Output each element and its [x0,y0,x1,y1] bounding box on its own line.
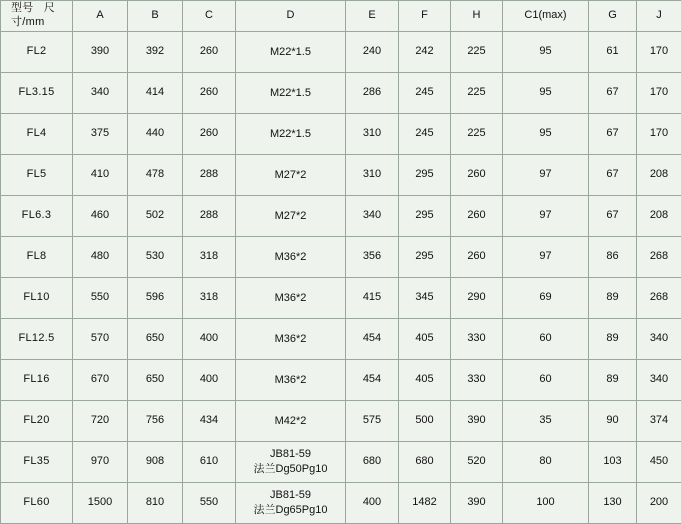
cell-c1: 95 [503,73,589,114]
table-row [1,196,681,237]
cell-d-line1: JB81-59 [270,448,311,461]
cell-f: 1482 [399,483,451,524]
cell-b: 650 [128,360,183,401]
table-row [1,114,681,155]
cell-f: 500 [399,401,451,442]
cell-g: 130 [589,483,637,524]
cell-f: 295 [399,196,451,237]
cell-g: 89 [589,360,637,401]
table-header [1,1,681,32]
cell-h: 260 [451,196,503,237]
cell-h: 390 [451,401,503,442]
cell-c: 434 [183,401,236,442]
cell-a: 375 [73,114,128,155]
header-model-label: 型号 [11,2,34,15]
cell-b: 908 [128,442,183,483]
cell-d-line1: M27*2 [274,209,307,222]
cell-e: 240 [346,32,399,73]
cell-c: 400 [183,360,236,401]
cell-c1: 95 [503,114,589,155]
cell-a: 1500 [73,483,128,524]
cell-j: 268 [637,237,681,278]
cell-d [236,73,346,114]
cell-b: 530 [128,237,183,278]
cell-f: 680 [399,442,451,483]
cell-d [236,155,346,196]
cell-f: 345 [399,278,451,319]
cell-model: FL4 [1,114,73,155]
cell-g: 61 [589,32,637,73]
cell-f: 295 [399,237,451,278]
cell-model: FL60 [1,483,73,524]
cell-e: 454 [346,319,399,360]
header-g: G [589,1,637,32]
cell-d-line1: M36*2 [274,332,307,345]
cell-d-line1: JB81-59 [270,489,311,502]
cell-model: FL20 [1,401,73,442]
cell-c: 260 [183,73,236,114]
table-row [1,319,681,360]
cell-a: 340 [73,73,128,114]
cell-c: 610 [183,442,236,483]
cell-d [236,360,346,401]
cell-c1: 35 [503,401,589,442]
cell-h: 330 [451,319,503,360]
cell-e: 310 [346,114,399,155]
cell-c: 318 [183,278,236,319]
cell-j: 268 [637,278,681,319]
cell-h: 290 [451,278,503,319]
cell-b: 414 [128,73,183,114]
cell-e: 454 [346,360,399,401]
header-a: A [73,1,128,32]
cell-b: 650 [128,319,183,360]
cell-j: 374 [637,401,681,442]
cell-e: 356 [346,237,399,278]
cell-c: 400 [183,319,236,360]
cell-b: 596 [128,278,183,319]
cell-h: 225 [451,73,503,114]
cell-a: 670 [73,360,128,401]
cell-d-line2: 法兰Dg50Pg10 [253,463,328,475]
table-row [1,483,681,524]
cell-f: 295 [399,155,451,196]
cell-d-line1: M36*2 [274,250,307,263]
cell-e: 680 [346,442,399,483]
cell-c1: 69 [503,278,589,319]
cell-d-line1: M27*2 [274,168,307,181]
table-row [1,237,681,278]
cell-d [236,319,346,360]
cell-c: 260 [183,114,236,155]
cell-a: 570 [73,319,128,360]
cell-model: FL10 [1,278,73,319]
cell-c1: 80 [503,442,589,483]
cell-d-line2: 法兰Dg65Pg10 [253,504,328,516]
cell-e: 340 [346,196,399,237]
cell-g: 67 [589,114,637,155]
cell-j: 450 [637,442,681,483]
cell-f: 245 [399,114,451,155]
cell-c1: 97 [503,237,589,278]
cell-a: 480 [73,237,128,278]
cell-c1: 60 [503,319,589,360]
cell-model: FL16 [1,360,73,401]
cell-model: FL35 [1,442,73,483]
cell-b: 478 [128,155,183,196]
cell-c1: 100 [503,483,589,524]
header-d: D [236,1,346,32]
cell-f: 242 [399,32,451,73]
cell-d [236,237,346,278]
cell-g: 67 [589,73,637,114]
table-row [1,442,681,483]
cell-d-line1: M22*1.5 [270,45,311,58]
cell-c1: 97 [503,196,589,237]
cell-f: 405 [399,319,451,360]
cell-a: 970 [73,442,128,483]
cell-j: 340 [637,319,681,360]
cell-g: 67 [589,196,637,237]
cell-j: 208 [637,196,681,237]
cell-d [236,196,346,237]
cell-c1: 97 [503,155,589,196]
cell-d [236,278,346,319]
cell-j: 208 [637,155,681,196]
cell-c: 550 [183,483,236,524]
table-row [1,360,681,401]
cell-e: 575 [346,401,399,442]
header-c1-max: C1(max) [503,1,589,32]
cell-h: 330 [451,360,503,401]
cell-b: 756 [128,401,183,442]
cell-a: 410 [73,155,128,196]
cell-e: 286 [346,73,399,114]
cell-j: 170 [637,114,681,155]
cell-d-line1: M36*2 [274,373,307,386]
cell-c: 288 [183,155,236,196]
cell-c: 288 [183,196,236,237]
cell-c1: 60 [503,360,589,401]
header-row [1,1,681,32]
cell-f: 405 [399,360,451,401]
header-h: H [451,1,503,32]
header-j: J [637,1,681,32]
cell-b: 810 [128,483,183,524]
cell-j: 200 [637,483,681,524]
table-row [1,32,681,73]
cell-d-line1: M42*2 [274,414,307,427]
cell-a: 550 [73,278,128,319]
cell-e: 310 [346,155,399,196]
cell-e: 400 [346,483,399,524]
cell-model: FL8 [1,237,73,278]
cell-d-line1: M22*1.5 [270,127,311,140]
cell-a: 390 [73,32,128,73]
header-size-label: 尺寸/mm [11,2,55,28]
cell-b: 440 [128,114,183,155]
cell-g: 90 [589,401,637,442]
table-row [1,278,681,319]
table-row [1,155,681,196]
cell-g: 89 [589,278,637,319]
cell-d [236,32,346,73]
cell-c: 260 [183,32,236,73]
cell-j: 170 [637,32,681,73]
cell-d-line1: M22*1.5 [270,86,311,99]
cell-g: 103 [589,442,637,483]
cell-j: 170 [637,73,681,114]
header-f: F [399,1,451,32]
cell-e: 415 [346,278,399,319]
cell-g: 89 [589,319,637,360]
table-body [1,32,681,524]
table-row [1,73,681,114]
cell-g: 86 [589,237,637,278]
cell-model: FL5 [1,155,73,196]
cell-c1: 95 [503,32,589,73]
cell-b: 502 [128,196,183,237]
cell-model: FL6.3 [1,196,73,237]
cell-d [236,442,346,483]
cell-d-line1: M36*2 [274,291,307,304]
cell-h: 225 [451,114,503,155]
cell-a: 460 [73,196,128,237]
cell-b: 392 [128,32,183,73]
table-row [1,401,681,442]
cell-model: FL12.5 [1,319,73,360]
cell-a: 720 [73,401,128,442]
cell-c: 318 [183,237,236,278]
header-b: B [128,1,183,32]
cell-model: FL3.15 [1,73,73,114]
cell-g: 67 [589,155,637,196]
cell-h: 390 [451,483,503,524]
cell-d [236,401,346,442]
header-model-size [1,1,73,32]
cell-model: FL2 [1,32,73,73]
header-e: E [346,1,399,32]
cell-f: 245 [399,73,451,114]
header-c: C [183,1,236,32]
cell-h: 225 [451,32,503,73]
cell-d [236,483,346,524]
cell-j: 340 [637,360,681,401]
cell-h: 260 [451,155,503,196]
cell-d [236,114,346,155]
cell-h: 260 [451,237,503,278]
cell-h: 520 [451,442,503,483]
